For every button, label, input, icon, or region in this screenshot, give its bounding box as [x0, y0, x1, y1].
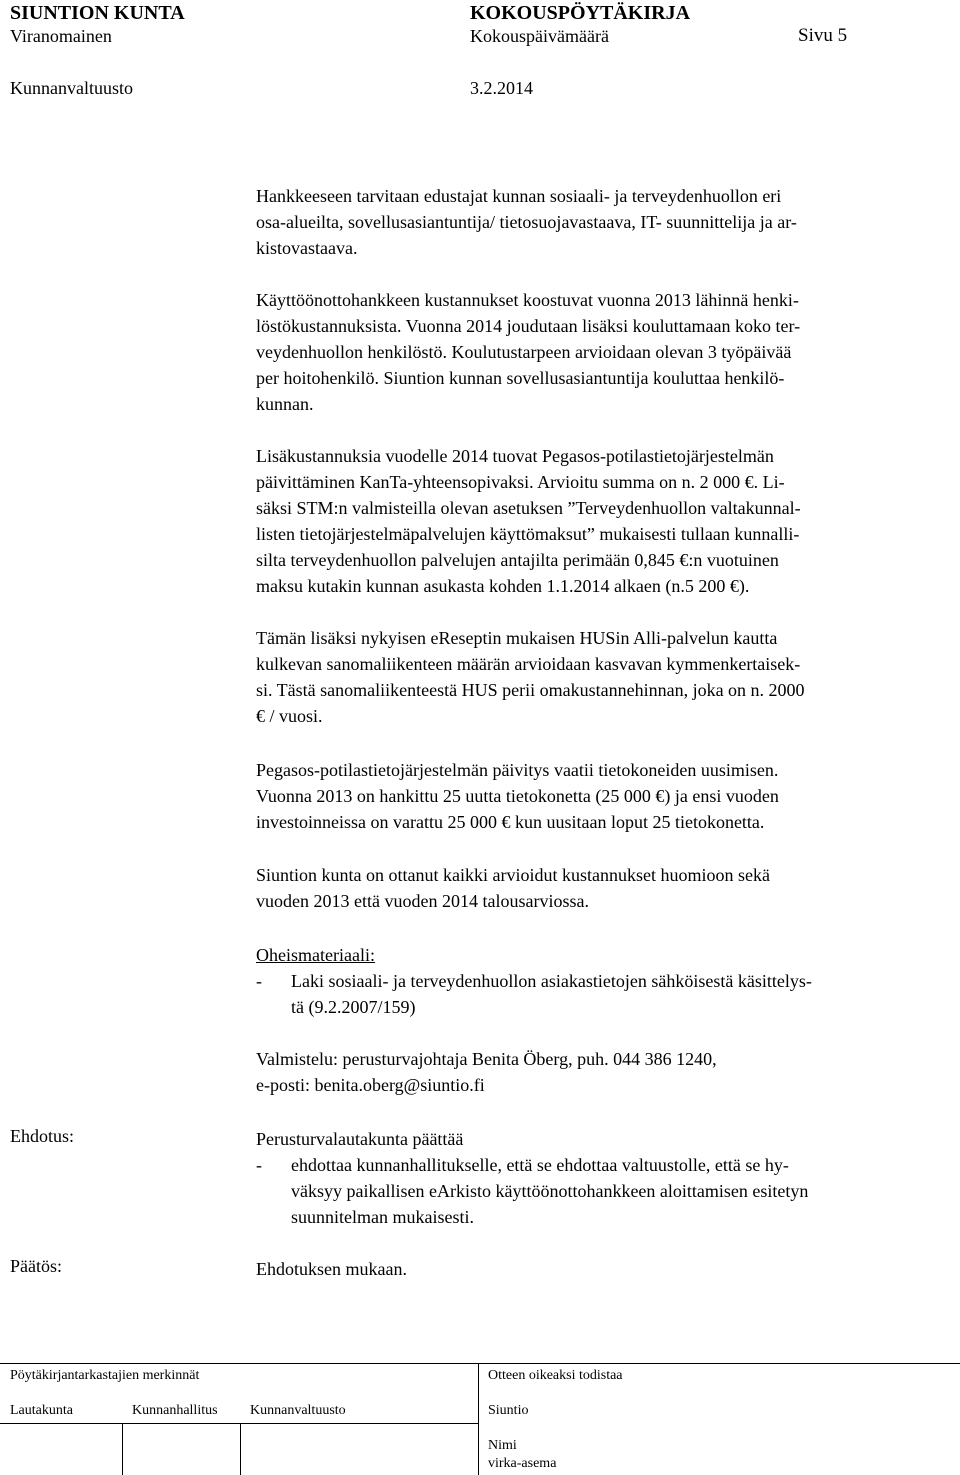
footer-place: Siuntio	[488, 1403, 529, 1418]
meeting-date: 3.2.2014	[470, 78, 533, 98]
footer-col-kunnanvaltuusto: Kunnanvaltuusto	[250, 1403, 346, 1418]
paragraph-additional-costs: Lisäkustannuksia vuodelle 2014 tuovat Pegasos-potilastietojärjestelmän päivittäminen KanTa-yhteensopivaksi. Arvioitu summa on n. 2 000 €. Li- säksi STM:n valmisteilla olevan asetuksen ”Terveydenhuollon valtakunnal- listen tietojärjestelmäpalvelujen käyttömaksut” mukaisesti tullaan kunnalli- silta terveydenhuollon palvelujen antajilta perimään 0,845 €:n vuotuinen maksu kutakin kunnan asukasta kohden 1.1.2014 alkaen (n.5 200 €).	[256, 446, 801, 596]
certified-label: Otteen oikeaksi todistaa	[488, 1368, 623, 1383]
attachment-item: Laki sosiaali- ja terveydenhuollon asiakastietojen sähköisestä käsittelys- tä (9.2.2007/159)	[291, 971, 812, 1017]
attachments-heading: Oheismateriaali:	[256, 945, 375, 965]
document-type: KOKOUSPÖYTÄKIRJA	[470, 2, 691, 24]
page-number: Sivu 5	[798, 25, 848, 46]
proposal-label: Ehdotus:	[10, 1126, 75, 1146]
footer-divider	[478, 1363, 479, 1475]
paragraph-budget-note: Siuntion kunta on ottanut kaikki arvioidut kustannukset huomioon sekä vuoden 2013 että vuoden 2014 talousarviossa.	[256, 865, 770, 911]
footer-col-lautakunta: Lautakunta	[10, 1403, 73, 1418]
paragraph-deployment-costs: Käyttöönottohankkeen kustannukset koostuvat vuonna 2013 lähinnä henki- löstökustannuksista. Vuonna 2014 joudutaan lisäksi kouluttamaan koko ter- veydenhuollon henkilöstö. Koulutustarpeen arvioidaan olevan 3 työpäivää per hoitohenkilö. Siuntion kunnan sovellusasiantuntija kouluttaa henkilö- kunnan.	[256, 290, 801, 414]
organization-name: SIUNTION KUNTA	[10, 2, 185, 24]
footer-top-rule	[0, 1363, 960, 1364]
footer-title-label: virka-asema	[488, 1456, 557, 1471]
footer-col-kunnanhallitus: Kunnanhallitus	[132, 1403, 218, 1418]
attachment-bullet: -	[256, 971, 262, 991]
proposal-heading: Perusturvalautakunta päättää	[256, 1129, 464, 1149]
footer-name-label: Nimi	[488, 1438, 517, 1453]
proposal-item: ehdottaa kunnanhallitukselle, että se ehdottaa valtuustolle, että se hy- väksyy paikallisen eArkisto käyttöönottohankkeen aloittamisen esitetyn suunnitelman mukaisesti.	[291, 1155, 809, 1227]
decision-label: Päätös:	[10, 1256, 62, 1276]
preparer-info: Valmistelu: perusturvajohtaja Benita Öberg, puh. 044 386 1240, e-posti: benita.oberg@siuntio.fi	[256, 1049, 717, 1095]
examiners-label: Pöytäkirjantarkastajien merkinnät	[10, 1368, 200, 1383]
footer-row-rule	[0, 1423, 478, 1424]
authority-label: Viranomainen	[10, 26, 112, 46]
authority-name: Kunnanvaltuusto	[10, 78, 133, 98]
proposal-bullet: -	[256, 1155, 262, 1175]
paragraph-ereseptin-traffic: Tämän lisäksi nykyisen eReseptin mukaisen HUSin Alli-palvelun kautta kulkevan sanomaliikenteen määrän arvioidaan kasvavan kymmenkertaisek- si. Tästä sanomaliikenteestä HUS perii omakustannehinnan, joka on n. 2000 € / vuosi.	[256, 628, 805, 726]
meeting-date-label: Kokouspäivämäärä	[470, 26, 609, 46]
footer-col-rule-1	[122, 1423, 123, 1475]
footer-col-rule-2	[240, 1423, 241, 1475]
paragraph-project-staff: Hankkeeseen tarvitaan edustajat kunnan sosiaali- ja terveydenhuollon eri osa-alueilta, sovellusasiantuntija/ tietosuojavastaava, IT- suunnittelija ja ar- kistovastaava.	[256, 186, 797, 258]
paragraph-computer-renewal: Pegasos-potilastietojärjestelmän päivitys vaatii tietokoneiden uusimisen. Vuonna 2013 on hankittu 25 uutta tietokonetta (25 000 €) ja ensi vuoden investoinneissa on varattu 25 000 € kun uusitaan loput 25 tietokonetta.	[256, 760, 779, 832]
decision-text: Ehdotuksen mukaan.	[256, 1259, 407, 1279]
